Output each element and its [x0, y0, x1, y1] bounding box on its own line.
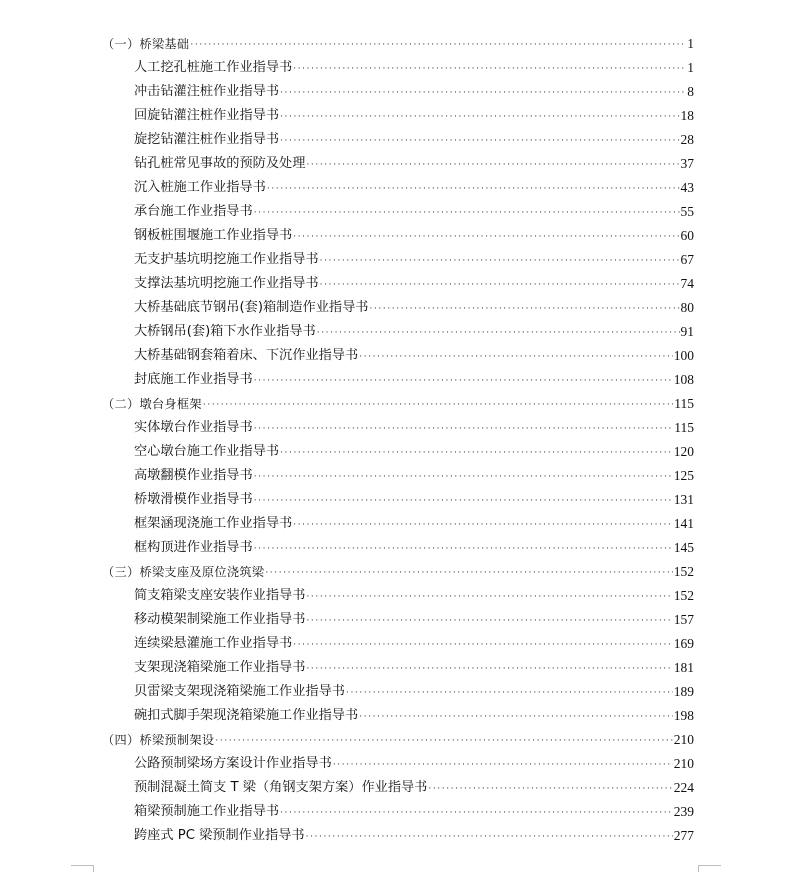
- toc-entry-title: 回旋钻灌注桩作业指导书: [134, 108, 280, 123]
- toc-dot-leader: [254, 416, 674, 440]
- toc-page-number: 152: [673, 564, 694, 579]
- toc-entry[interactable]: [102, 464, 694, 488]
- toc-page-number: 43: [680, 180, 694, 195]
- toc-page-number: 74: [680, 276, 694, 291]
- toc-page-number: 115: [674, 420, 694, 435]
- toc-page-number: 157: [673, 612, 694, 627]
- toc-dot-leader: [346, 680, 673, 704]
- toc-dot-leader: [293, 56, 686, 80]
- toc-entry[interactable]: [102, 752, 694, 776]
- toc-entry[interactable]: [102, 824, 694, 848]
- toc-entry-title: 简支箱梁支座安装作业指导书: [134, 588, 306, 603]
- toc-dot-leader: [369, 296, 679, 320]
- toc-dot-leader: [333, 752, 673, 776]
- toc-entry-title: 大桥基础底节钢吊(套)箱制造作业指导书: [134, 300, 369, 315]
- toc-section-entry[interactable]: [102, 728, 694, 752]
- toc-entry[interactable]: [102, 800, 694, 824]
- toc-entry[interactable]: [102, 104, 694, 128]
- toc-dot-leader: [359, 704, 673, 728]
- toc-dot-leader: [306, 584, 672, 608]
- toc-entry-title: 贝雷梁支架现浇箱梁施工作业指导书: [134, 684, 345, 699]
- toc-entry-title: 框架涵现浇施工作业指导书: [134, 516, 293, 531]
- toc-section-title: （三）桥梁支座及原位浇筑梁: [102, 565, 265, 579]
- toc-entry[interactable]: [102, 584, 694, 608]
- toc-page-number: 8: [687, 84, 694, 99]
- toc-entry[interactable]: [102, 704, 694, 728]
- toc-page-number: 28: [680, 132, 694, 147]
- toc-dot-leader: [293, 512, 673, 536]
- toc-page-number: 210: [673, 756, 694, 771]
- toc-dot-leader: [293, 224, 679, 248]
- toc-entry[interactable]: [102, 656, 694, 680]
- toc-page-number: 120: [673, 444, 694, 459]
- toc-dot-leader: [190, 32, 686, 56]
- toc-entry[interactable]: [102, 176, 694, 200]
- toc-entry[interactable]: [102, 344, 694, 368]
- toc-entry-title: 连续梁悬灌施工作业指导书: [134, 636, 293, 651]
- toc-entry[interactable]: [102, 368, 694, 392]
- toc-dot-leader: [254, 488, 673, 512]
- toc-dot-leader: [428, 776, 672, 800]
- toc-entry[interactable]: [102, 200, 694, 224]
- toc-entry[interactable]: [102, 488, 694, 512]
- toc-dot-leader: [203, 392, 673, 416]
- toc-section-entry[interactable]: [102, 392, 694, 416]
- toc-page-number: 67: [680, 252, 694, 267]
- toc-dot-leader: [306, 656, 672, 680]
- toc-page-number: 141: [673, 516, 694, 531]
- toc-entry-title: 支撑法基坑明挖施工作业指导书: [134, 276, 319, 291]
- toc-entry-title: 箱梁预制施工作业指导书: [134, 804, 280, 819]
- toc-dot-leader: [265, 560, 672, 584]
- toc-entry-title: 移动模架制梁施工作业指导书: [134, 612, 306, 627]
- toc-dot-leader: [317, 320, 680, 344]
- toc-page-number: 224: [673, 780, 694, 795]
- toc-page-number: 210: [673, 732, 694, 747]
- toc-page-number: 1: [687, 36, 694, 51]
- toc-entry-title: 公路预制梁场方案设计作业指导书: [134, 756, 332, 771]
- toc-entry-title: 桥墩滑模作业指导书: [134, 492, 253, 507]
- toc-entry-title: 大桥基础钢套箱着床、下沉作业指导书: [134, 348, 359, 363]
- toc-dot-leader: [320, 272, 680, 296]
- toc-entry[interactable]: [102, 272, 694, 296]
- toc-entry[interactable]: [102, 152, 694, 176]
- toc-page-number: 100: [673, 348, 694, 363]
- toc-page-number: 189: [673, 684, 694, 699]
- toc-page-number: 131: [673, 492, 694, 507]
- toc-entry-title: 空心墩台施工作业指导书: [134, 444, 280, 459]
- toc-dot-leader: [359, 344, 673, 368]
- toc-dot-leader: [306, 152, 679, 176]
- toc-dot-leader: [306, 824, 673, 848]
- toc-section-title: （二）墩台身框架: [102, 397, 202, 411]
- toc-entry-title: 冲击钻灌注桩作业指导书: [134, 84, 280, 99]
- toc-page-number: 60: [680, 228, 694, 243]
- toc-dot-leader: [280, 440, 673, 464]
- toc-dot-leader: [267, 176, 680, 200]
- toc-dot-leader: [280, 104, 679, 128]
- toc-entry[interactable]: [102, 296, 694, 320]
- table-of-contents: [102, 32, 694, 848]
- toc-page-number: 108: [673, 372, 694, 387]
- toc-page-number: 91: [680, 324, 694, 339]
- toc-entry-title: 框构顶进作业指导书: [134, 540, 253, 555]
- toc-section-title: （四）桥梁预制架设: [102, 733, 215, 747]
- page-corner-mark-left: [71, 865, 94, 872]
- toc-dot-leader: [280, 128, 679, 152]
- toc-entry-title: 高墩翻模作业指导书: [134, 468, 253, 483]
- toc-page-number: 80: [680, 300, 694, 315]
- toc-entry-title: 沉入桩施工作业指导书: [134, 180, 266, 195]
- toc-dot-leader: [306, 608, 672, 632]
- toc-page-number: 198: [673, 708, 694, 723]
- toc-page-number: 18: [680, 108, 694, 123]
- toc-page-number: 1: [687, 60, 694, 75]
- toc-entry[interactable]: [102, 248, 694, 272]
- toc-entry[interactable]: [102, 440, 694, 464]
- toc-page-number: 239: [673, 804, 694, 819]
- toc-entry-title: 大桥钢吊(套)箱下水作业指导书: [134, 324, 316, 339]
- toc-dot-leader: [254, 464, 673, 488]
- toc-section-title: （一）桥梁基础: [102, 37, 190, 51]
- toc-page-number: 181: [673, 660, 694, 675]
- toc-entry[interactable]: [102, 128, 694, 152]
- toc-section-entry[interactable]: [102, 32, 694, 56]
- toc-dot-leader: [293, 632, 673, 656]
- toc-dot-leader: [215, 728, 672, 752]
- toc-section-entry[interactable]: [102, 560, 694, 584]
- toc-entry[interactable]: [102, 512, 694, 536]
- toc-entry-title: 承台施工作业指导书: [134, 204, 253, 219]
- toc-page-number: 277: [673, 828, 694, 843]
- toc-dot-leader: [280, 800, 673, 824]
- toc-entry[interactable]: [102, 536, 694, 560]
- toc-entry-title: 跨座式 PC 梁预制作业指导书: [134, 828, 305, 843]
- toc-entry[interactable]: [102, 632, 694, 656]
- toc-page-number: 145: [673, 540, 694, 555]
- toc-entry[interactable]: [102, 776, 694, 800]
- page-corner-mark-right: [698, 865, 721, 872]
- toc-entry-title: 钻孔桩常见事故的预防及处理: [134, 156, 306, 171]
- toc-dot-leader: [254, 536, 673, 560]
- toc-page-number: 125: [673, 468, 694, 483]
- toc-page-number: 37: [680, 156, 694, 171]
- toc-dot-leader: [280, 80, 686, 104]
- toc-entry-title: 钢板桩围堰施工作业指导书: [134, 228, 293, 243]
- toc-entry-title: 实体墩台作业指导书: [134, 420, 253, 435]
- toc-page-number: 115: [674, 396, 694, 411]
- toc-entry-title: 预制混凝土简支 T 梁（角钢支架方案）作业指导书: [134, 780, 428, 795]
- toc-entry-title: 碗扣式脚手架现浇箱梁施工作业指导书: [134, 708, 359, 723]
- toc-entry[interactable]: [102, 320, 694, 344]
- toc-entry-title: 无支护基坑明挖施工作业指导书: [134, 252, 319, 267]
- toc-entry-title: 旋挖钻灌注桩作业指导书: [134, 132, 280, 147]
- toc-entry[interactable]: [102, 224, 694, 248]
- toc-entry[interactable]: [102, 80, 694, 104]
- toc-entry-title: 封底施工作业指导书: [134, 372, 253, 387]
- toc-dot-leader: [254, 368, 673, 392]
- toc-page-number: 152: [673, 588, 694, 603]
- toc-page-number: 169: [673, 636, 694, 651]
- toc-entry[interactable]: [102, 680, 694, 704]
- toc-dot-leader: [254, 200, 680, 224]
- toc-page-number: 55: [680, 204, 694, 219]
- toc-dot-leader: [320, 248, 680, 272]
- toc-entry[interactable]: [102, 56, 694, 80]
- toc-entry[interactable]: [102, 608, 694, 632]
- toc-entry-title: 人工挖孔桩施工作业指导书: [134, 60, 293, 75]
- toc-entry[interactable]: [102, 416, 694, 440]
- toc-entry-title: 支架现浇箱梁施工作业指导书: [134, 660, 306, 675]
